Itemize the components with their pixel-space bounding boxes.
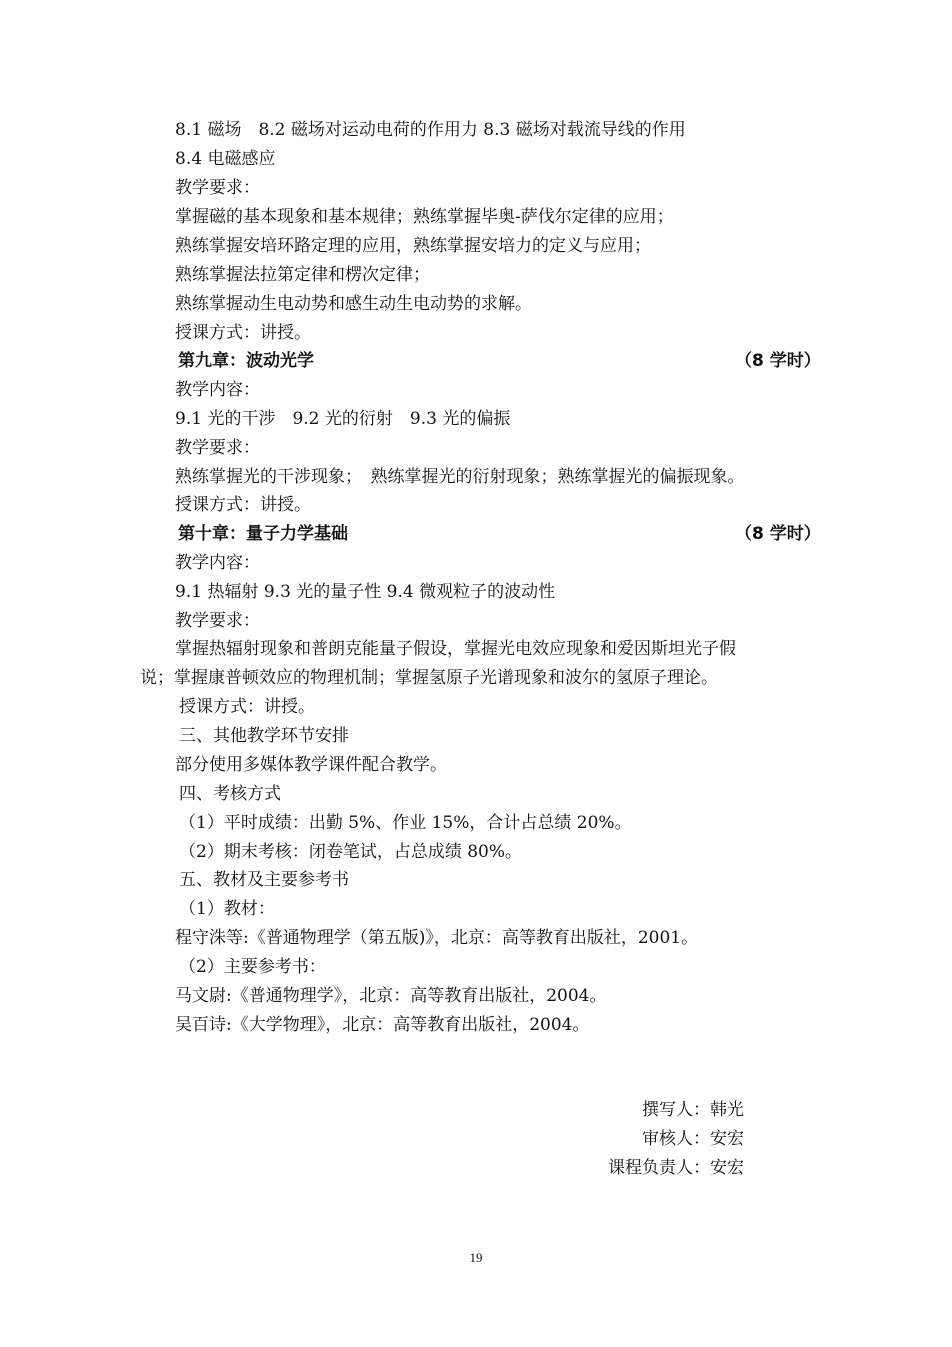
ch10-content: 9.1 热辐射 9.3 光的量子性 9.4 微观粒子的波动性 [175, 582, 556, 602]
section4-item1: （1）平时成绩：出勤 5%、作业 15%，合计占总绩 20%。 [179, 813, 632, 833]
signature-reviewer: 审核人：安宏 [642, 1129, 744, 1149]
ch8-req-2: 熟练掌握安培环路定理的应用，熟练掌握安培力的定义与应用； [175, 236, 651, 256]
ch9-content-label: 教学内容： [175, 380, 260, 400]
section5-ref1: 马文尉:《普通物理学》，北京：高等教育出版社，2004。 [175, 986, 607, 1006]
section5-textbook-label: （1）教材： [179, 899, 275, 919]
ch9-title: 第九章：波动光学 [178, 351, 314, 371]
section5-textbook: 程守洙等:《普通物理学（第五版)》，北京：高等教育出版社，2001。 [175, 928, 699, 948]
ch8-req-4: 熟练掌握动生电动势和感生动生电动势的求解。 [175, 294, 532, 314]
section3-text: 部分使用多媒体教学课件配合教学。 [175, 755, 447, 775]
ch10-req-line2: 说；掌握康普顿效应的物理机制；掌握氢原子光谱现象和波尔的氢原子理论。 [140, 668, 718, 688]
section5-ref2: 吴百诗:《大学物理》，北京：高等教育出版社，2004。 [175, 1015, 590, 1035]
page-number: 19 [469, 1250, 483, 1265]
ch10-req-line1: 掌握热辐射现象和普朗克能量子假设，掌握光电效应现象和爱因斯坦光子假 [175, 639, 736, 659]
signature-writer: 撰写人：韩光 [642, 1100, 744, 1120]
ch10-content-label: 教学内容： [175, 553, 260, 573]
ch8-method: 授课方式：讲授。 [175, 323, 311, 343]
ch8-content-line1: 8.1 磁场 8.2 磁场对运动电荷的作用力 8.3 磁场对载流导线的作用 [175, 120, 686, 140]
ch10-title: 第十章：量子力学基础 [178, 524, 348, 544]
ch10-method: 授课方式：讲授。 [179, 697, 315, 717]
section3-title: 三、其他教学环节安排 [179, 726, 349, 746]
section5-refs-label: （2）主要参考书： [179, 957, 326, 977]
ch8-content-line2: 8.4 电磁感应 [175, 149, 276, 169]
section4-item2: （2）期末考核：闭卷笔试，占总成绩 80%。 [179, 842, 523, 862]
ch9-method: 授课方式：讲授。 [175, 495, 311, 515]
signature-owner: 课程负责人：安宏 [608, 1158, 744, 1178]
ch9-req: 熟练掌握光的干涉现象； 熟练掌握光的衍射现象；熟练掌握光的偏振现象。 [175, 467, 745, 487]
ch8-req-label: 教学要求： [175, 178, 260, 198]
ch10-hours: （8 学时） [735, 524, 821, 544]
ch10-req-label: 教学要求： [175, 611, 260, 631]
ch8-req-1: 掌握磁的基本现象和基本规律；熟练掌握毕奥-萨伐尔定律的应用； [175, 207, 674, 227]
ch9-hours: （8 学时） [735, 351, 821, 371]
section4-title: 四、考核方式 [179, 784, 281, 804]
ch8-req-3: 熟练掌握法拉第定律和楞次定律； [175, 265, 430, 285]
ch9-req-label: 教学要求： [175, 438, 260, 458]
section5-title: 五、教材及主要参考书 [179, 870, 349, 890]
ch9-content: 9.1 光的干涉 9.2 光的衍射 9.3 光的偏振 [175, 409, 511, 429]
